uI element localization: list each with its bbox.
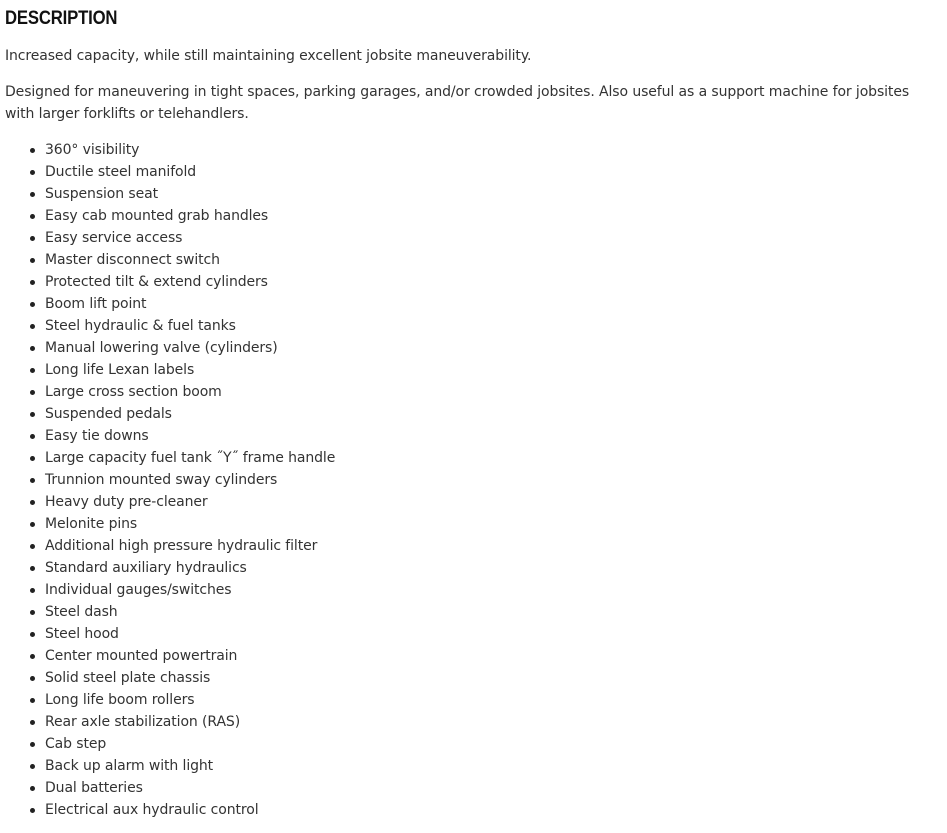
feature-item: Suspension seat <box>5 183 935 205</box>
feature-item: Master disconnect switch <box>5 249 935 271</box>
description-heading: DESCRIPTION <box>5 8 118 29</box>
feature-item: Cab step <box>5 733 935 755</box>
feature-item: Heavy duty pre-cleaner <box>5 491 935 513</box>
feature-item: Long life boom rollers <box>5 689 935 711</box>
feature-item: Boom lift point <box>5 293 935 315</box>
feature-item: Manual lowering valve (cylinders) <box>5 337 935 359</box>
feature-item: 360° visibility <box>5 139 935 161</box>
feature-item: Electrical aux hydraulic control <box>5 799 935 821</box>
feature-item: Trunnion mounted sway cylinders <box>5 469 935 491</box>
feature-item: Steel hood <box>5 623 935 645</box>
feature-item: Steel dash <box>5 601 935 623</box>
feature-item: Ductile steel manifold <box>5 161 935 183</box>
feature-item: Protected tilt & extend cylinders <box>5 271 935 293</box>
feature-item: Center mounted powertrain <box>5 645 935 667</box>
feature-item: Back up alarm with light <box>5 755 935 777</box>
feature-item: Steel hydraulic & fuel tanks <box>5 315 935 337</box>
feature-item: Easy service access <box>5 227 935 249</box>
feature-item: Solid steel plate chassis <box>5 667 935 689</box>
feature-item: Large capacity fuel tank ˝Y˝ frame handle <box>5 447 935 469</box>
features-list <box>5 139 935 821</box>
feature-item: Easy tie downs <box>5 425 935 447</box>
feature-item: Large cross section boom <box>5 381 935 403</box>
feature-item: Additional high pressure hydraulic filter <box>5 535 935 557</box>
feature-item: Individual gauges/switches <box>5 579 935 601</box>
feature-item: Dual batteries <box>5 777 935 799</box>
feature-item: Suspended pedals <box>5 403 935 425</box>
feature-item: Melonite pins <box>5 513 935 535</box>
feature-item: Rear axle stabilization (RAS) <box>5 711 935 733</box>
feature-item: Long life Lexan labels <box>5 359 935 381</box>
feature-item: Easy cab mounted grab handles <box>5 205 935 227</box>
usage-paragraph: Designed for maneuvering in tight spaces, parking garages, and/or crowded jobsites. Also useful as a support machine for jobsites with larger forklifts or telehandlers. <box>5 84 910 122</box>
intro-paragraph: Increased capacity, while still maintaining excellent jobsite maneuverability. <box>5 48 532 64</box>
feature-item: Standard auxiliary hydraulics <box>5 557 935 579</box>
